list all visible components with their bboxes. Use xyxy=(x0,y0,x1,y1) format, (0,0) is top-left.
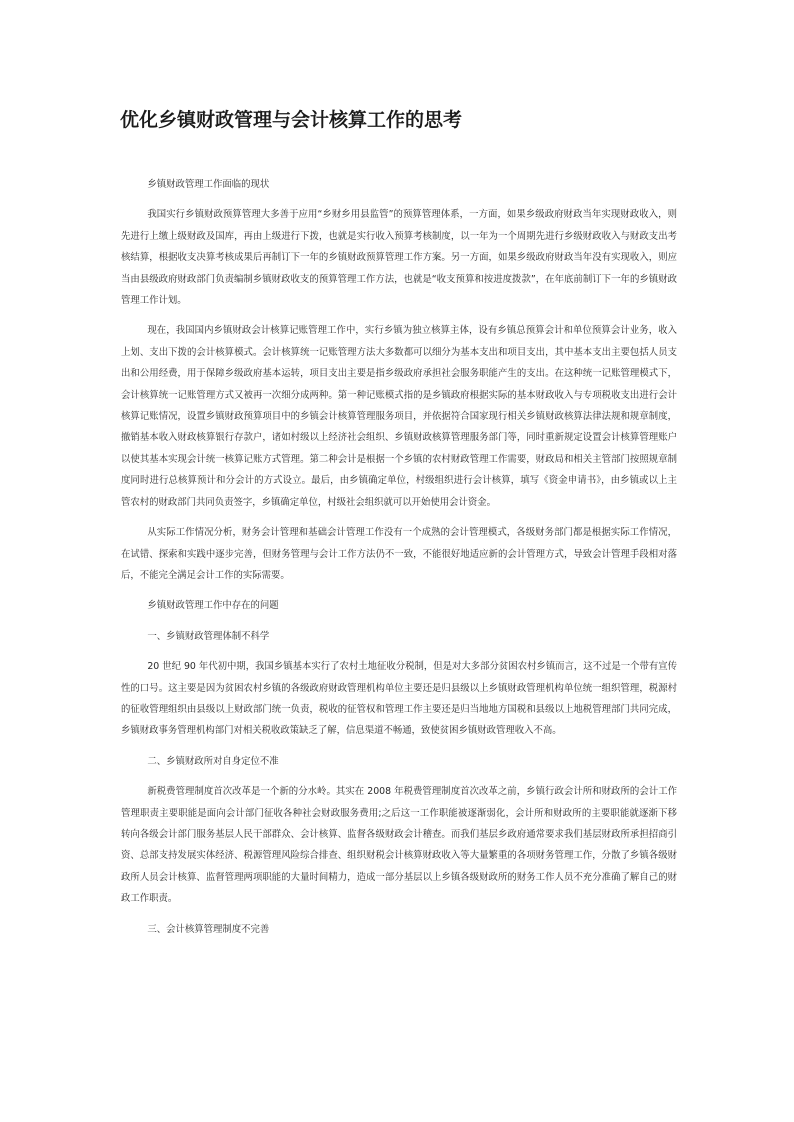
section-heading-current-situation: 乡镇财政管理工作面临的现状 xyxy=(147,179,270,190)
subheading-positioning: 二、乡镇财政所对自身定位不准 xyxy=(147,755,279,767)
subheading-accounting-incomplete: 三、会计核算管理制度不完善 xyxy=(147,923,270,935)
paragraph-accounting-model: 现在，我国国内乡镇财政会计核算记账管理工作中，实行乡镇为独立核算主体，设有乡镇总预算会计和单位预算会计业务，收入上划、支出下拨的会计核算模式。会计核算统一记账管理方法大多数都可以细分为基本支出和项目支出，其中基本支出主要包括人员支出和公用经费，用于保障乡级政府基本运转，项目支出主要是指乡级政府承担社会服务职能产生的支出。在这种统一记账管理模式下，会计核算统一记账管理方式又被再一次细分成两种。第一种记账模式指的是乡镇政府根据实际的基本财政收入与专项税收支出进行会计核算记账情况，设置乡镇财政预算项目中的乡镇会计核算管理服务项目，并依据符合国家现行相关乡镇财政核算法律法规和规章制度，撤销基本收入财政核算银行存款户，诸如村级以上经济社会组织、乡镇财政核算管理服务部门等，同时重新规定设置会计核算管理账户以使其基本实现会计统一核算记账方式管理。第二种会计是根据一个乡镇的农村财政管理工作需要，财政局和相关主管部门按照规章制度同时进行总核算预计和分会计的方式设立。最后，由乡镇确定单位，村级组织进行会计核算，填写《资金申请书》，由乡镇或以上主管农村的财政部门共同负责签字，乡镇确定单位，村级社会组织就可以开始使用会计资金。 xyxy=(121,325,677,508)
paragraph-tax-reform: 新税费管理制度首次改革是一个新的分水岭。其实在 2008 年税费管理制度首次改革之前，乡镇行政会计所和财政所的会计工作管理职责主要职能是面向会计部门征收各种社会财政服务费用;之后这一工作职能被逐渐弱化，会计所和财政所的主要职能就逐渐下移转向各级会计部门服务基层人民干部群众、会计核算、监督各级财政会计稽查。而我们基层乡政府通常要求我们基层财政所承担招商引资、总部支持发展实体经济、税源管理风险综合排查、组织财税会计核算财政收入等大量繁重的各项财务管理工作，分散了乡镇各级财政所人员会计核算、监督管理两项职能的大量时间精力，造成一部分基层以上乡镇各级财政所的财务工作人员不充分准确了解自己的财政工作职责。 xyxy=(121,786,677,905)
document-title: 优化乡镇财政管理与会计核算工作的思考 xyxy=(120,109,463,131)
section-heading-problems: 乡镇财政管理工作中存在的问题 xyxy=(147,600,279,612)
subheading-system-unscientific: 一、乡镇财政管理体制不科学 xyxy=(147,630,270,642)
paragraph-budget-system: 我国实行乡镇财政预算管理大多善于应用“乡财乡用县监管”的预算管理体系，一方面，如果乡级政府财政当年实现财政收入，则先进行上缴上级财政及国库，再由上级进行下拨，也就是实行收入预算考核制度，以一年为一个周期先进行乡级财政收入与财政支出考核结算，根据收支决算考核成果后再制订下一年的乡镇财政预算管理工作方案。另一方面，如果乡级政府财政当年没有实现收入，则应当由县级政府财政部门负责编制乡镇财政收支的预算管理工作方法，也就是“收支预算和按进度拨款”，在年底前制订下一年的乡镇财政管理工作计划。 xyxy=(121,209,677,307)
paragraph-tax-system: 20 世纪 90 年代初中期，我国乡镇基本实行了农村土地征收分税制，但是对大多部分贫困农村乡镇而言，这不过是一个带有宣传性的口号。这主要是因为贫困农村乡镇的各级政府财政管理机构单位主要还是归县级以上乡镇财政管理机构单位统一组织管理，税源村的征收管理组织由县级以上财政部门统一负责，税收的征管权和管理工作主要还是归当地地方国税和县级以上地税管理部门共同完成，乡镇财政事务管理机构部门对相关税收政策缺乏了解，信息渠道不畅通，致使贫困乡镇财政管理收入不高。 xyxy=(121,661,677,737)
document-body xyxy=(121,174,677,940)
paragraph-practical-analysis: 从实际工作情况分析，财务会计管理和基础会计管理工作没有一个成熟的会计管理模式，各级财务部门都是根据实际工作情况，在试错、探索和实践中逐步完善，但财务管理与会计工作方法仍不一致，不能很好地适应新的会计管理方式，导致会计管理手段相对落后，不能完全满足会计工作的实际需要。 xyxy=(121,527,677,581)
